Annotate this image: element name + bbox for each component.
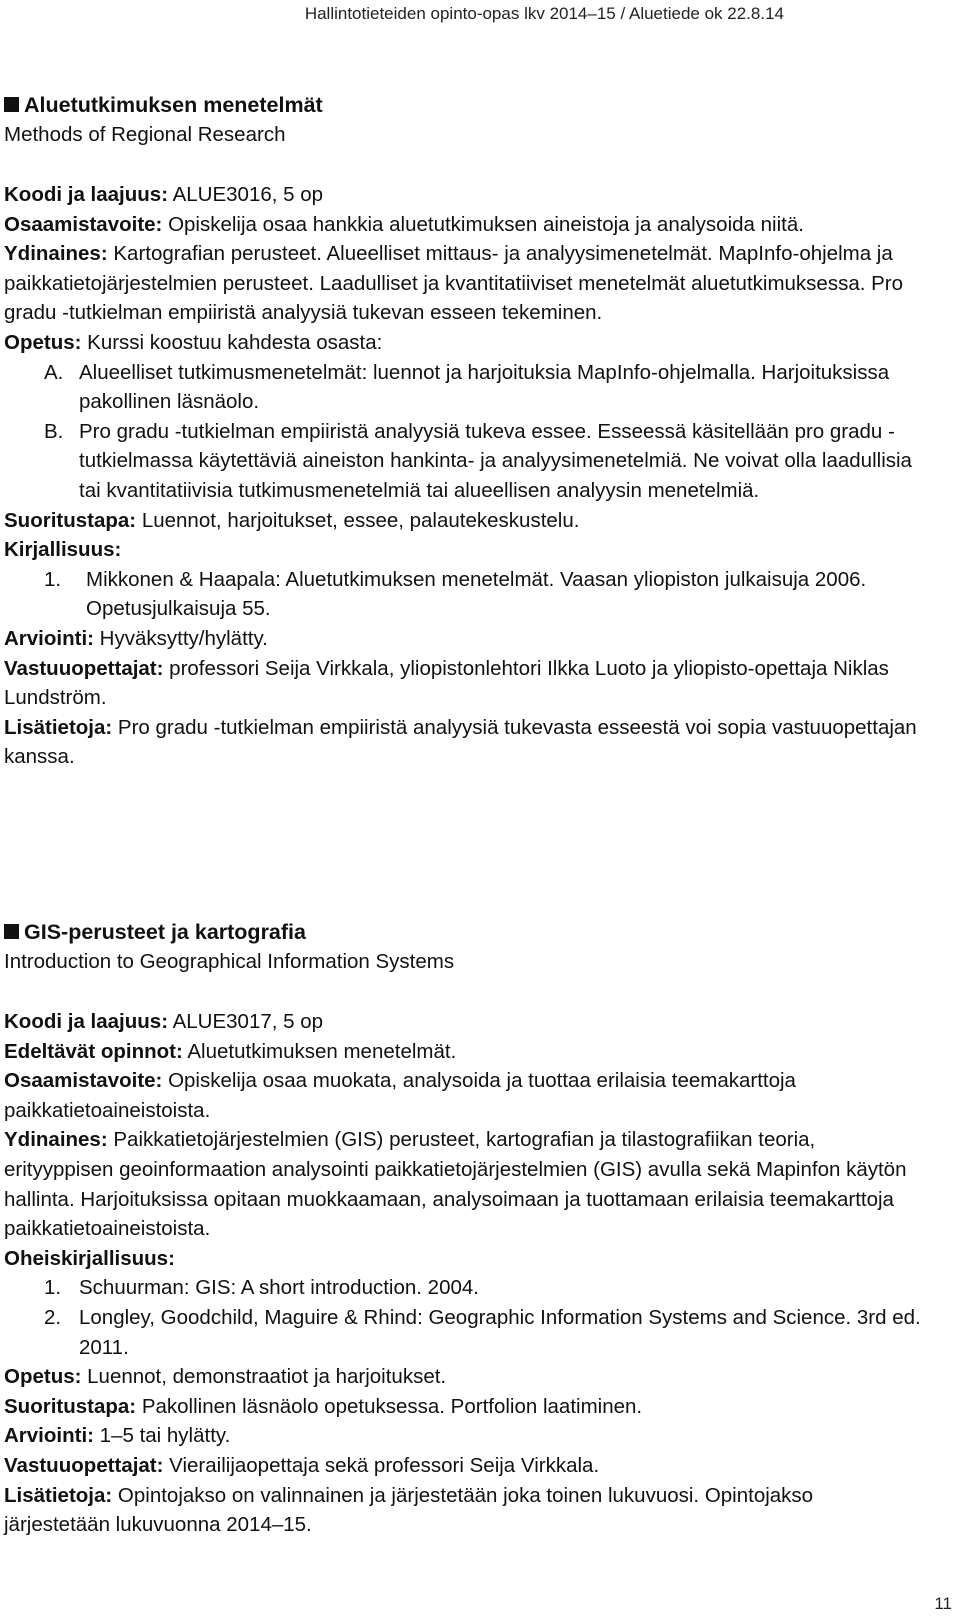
- lisatietoja-row: [4, 1481, 924, 1540]
- course-title-text: GIS-perusteet ja kartografia: [24, 920, 306, 944]
- opetus-label: Opetus:: [4, 1365, 82, 1389]
- opetus-list: [4, 358, 924, 506]
- ydinaines-value: Paikkatietojärjestelmien (GIS) perusteet, kartografian ja tilastografiikan teoria, erityyppisen geoinformaation analysointi paikkatietojärjestelmien (GIS) avulla sekä Mapinfon käytön hallinta. Harjoituksissa opitaan muokkaamaan, analysoimaan ja tuottamaan erilaisia teemakarttoja paikkatietoaineistoista.: [4, 1128, 907, 1241]
- lisatietoja-label: Lisätietoja:: [4, 715, 113, 739]
- list-marker: B.: [44, 419, 64, 443]
- square-bullet-icon: [4, 97, 19, 112]
- vastuuopettajat-value: Vierailijaopettaja sekä professori Seija Virkkala.: [163, 1453, 600, 1477]
- list-marker: 2.: [44, 1305, 62, 1329]
- vastuuopettajat-label: Vastuuopettajat:: [4, 656, 164, 680]
- course-title: [4, 917, 924, 947]
- suoritustapa-value: Luennot, harjoitukset, essee, palautekeskustelu.: [136, 508, 580, 532]
- edeltavat-value: Aluetutkimuksen menetelmät.: [182, 1039, 457, 1063]
- opetus-row: [4, 1362, 924, 1392]
- course-section-gis-perusteet: [4, 917, 924, 1540]
- oheiskirjallisuus-row: [4, 1244, 924, 1274]
- suoritustapa-value: Pakollinen läsnäolo opetuksessa. Portfolion laatiminen.: [136, 1394, 643, 1418]
- kirjallisuus-label: Kirjallisuus:: [4, 538, 122, 562]
- kirjallisuus-row: [4, 535, 924, 565]
- list-marker: 1.: [44, 1276, 62, 1300]
- lisatietoja-label: Lisätietoja:: [4, 1483, 113, 1507]
- vastuuopettajat-row: [4, 1451, 924, 1481]
- edeltavat-row: [4, 1037, 924, 1067]
- osaamistavoite-label: Osaamistavoite:: [4, 212, 163, 236]
- lisatietoja-value: Opintojakso on valinnainen ja järjestetään joka toinen lukuvuosi. Opintojakso järjestetään lukuvuonna 2014–15.: [4, 1483, 814, 1537]
- vastuuopettajat-value: professori Seija Virkkala, yliopistonlehtori Ilkka Luoto ja yliopisto-opettaja Niklas Lundström.: [4, 656, 889, 710]
- koodi-value: ALUE3016, 5 op: [168, 183, 324, 206]
- list-item: [4, 358, 924, 417]
- osaamistavoite-row: [4, 1066, 924, 1125]
- opetus-value: Luennot, demonstraatiot ja harjoitukset.: [81, 1365, 447, 1389]
- koodi-label: Koodi ja laajuus:: [4, 183, 169, 206]
- edeltavat-label: Edeltävät opinnot:: [4, 1039, 183, 1063]
- list-item-text: Pro gradu -tutkielman empiiristä analyysiä tukeva essee. Esseessä käsitellään pro gradu -tutkielmassa käytettäviä aineiston hankinta- ja analyysimenetelmiä. Ne voivat olla laadullisia tai kvantitatiivisia tutkimusmenetelmiä tai alueellisen analyysin menetelmiä.: [79, 419, 912, 502]
- course-title-text: Aluetutkimuksen menetelmät: [24, 93, 323, 117]
- list-item: [4, 565, 924, 624]
- ydinaines-row: [4, 1125, 924, 1243]
- koodi-label: Koodi ja laajuus:: [4, 1010, 169, 1033]
- osaamistavoite-value: Opiskelija osaa hankkia aluetutkimuksen aineistoja ja analysoida niitä.: [162, 212, 804, 236]
- osaamistavoite-row: [4, 210, 924, 240]
- arviointi-value: Hyväksytty/hylätty.: [93, 626, 268, 650]
- ydinaines-row: [4, 239, 924, 328]
- kirjallisuus-list: [4, 565, 924, 624]
- vastuuopettajat-row: [4, 654, 924, 713]
- osaamistavoite-value: Opiskelija osaa muokata, analysoida ja tuottaa erilaisia teemakarttoja paikkatietoaineistoista.: [4, 1069, 796, 1122]
- koodi-row: [4, 1007, 924, 1037]
- opetus-row: [4, 328, 924, 358]
- ydinaines-value: Kartografian perusteet. Alueelliset mittaus- ja analyysimenetelmät. MapInfo-ohjelma ja paikkatietojärjestelmien perusteet. Laadulliset ja kvantitatiiviset menetelmät aluetutkimuksessa. Pro gradu -tutkielman empiiristä analyysiä tukevan esseen tekeminen.: [4, 242, 904, 325]
- suoritustapa-row: [4, 506, 924, 536]
- suoritustapa-row: [4, 1392, 924, 1422]
- arviointi-label: Arviointi:: [4, 1424, 94, 1448]
- list-item-text: Alueelliset tutkimusmenetelmät: luennot ja harjoituksia MapInfo-ohjelmalla. Harjoituksissa pakollinen läsnäolo.: [79, 360, 890, 414]
- list-item-text: Schuurman: GIS: A short introduction. 2004.: [79, 1276, 479, 1300]
- course-subtitle: Methods of Regional Research: [4, 123, 286, 146]
- koodi-value: ALUE3017, 5 op: [168, 1010, 324, 1033]
- arviointi-label: Arviointi:: [4, 626, 94, 650]
- lisatietoja-value: Pro gradu -tutkielman empiiristä analyysiä tukevasta esseestä voi sopia vastuuopettajan kanssa.: [4, 715, 917, 769]
- list-item: [4, 417, 924, 506]
- vastuuopettajat-label: Vastuuopettajat:: [4, 1453, 164, 1477]
- oheiskirjallisuus-label: Oheiskirjallisuus:: [4, 1246, 175, 1270]
- page-header: Hallintotieteiden opinto-opas lkv 2014–15 / Aluetiede ok 22.8.14: [304, 4, 784, 23]
- suoritustapa-label: Suoritustapa:: [4, 508, 137, 532]
- opetus-label: Opetus:: [4, 330, 82, 354]
- opetus-value: Kurssi koostuu kahdesta osasta:: [81, 330, 383, 354]
- list-item: [4, 1273, 924, 1303]
- ydinaines-label: Ydinaines:: [4, 1128, 108, 1152]
- osaamistavoite-label: Osaamistavoite:: [4, 1069, 163, 1093]
- oheiskirjallisuus-list: [4, 1273, 924, 1362]
- koodi-row: [4, 180, 924, 210]
- list-item: [4, 1303, 924, 1362]
- arviointi-row: [4, 624, 924, 654]
- page-number: 11: [934, 1594, 952, 1613]
- course-title: [4, 90, 924, 120]
- ydinaines-label: Ydinaines:: [4, 242, 108, 266]
- list-item-text: Longley, Goodchild, Maguire & Rhind: Geographic Information Systems and Science. 3rd ed. 2011.: [79, 1305, 921, 1359]
- list-item-text: Mikkonen & Haapala: Aluetutkimuksen menetelmät. Vaasan yliopiston julkaisuja 2006. Opetusjulkaisuja 55.: [86, 567, 867, 621]
- arviointi-value: 1–5 tai hylätty.: [93, 1424, 231, 1448]
- square-bullet-icon: [4, 924, 19, 939]
- lisatietoja-row: [4, 713, 924, 772]
- list-marker: 1.: [44, 567, 62, 591]
- suoritustapa-label: Suoritustapa:: [4, 1394, 137, 1418]
- course-subtitle: Introduction to Geographical Information Systems: [4, 950, 455, 973]
- course-section-aluetutkimuksen-menetelmat: [4, 90, 924, 772]
- arviointi-row: [4, 1421, 924, 1451]
- list-marker: A.: [44, 360, 64, 384]
